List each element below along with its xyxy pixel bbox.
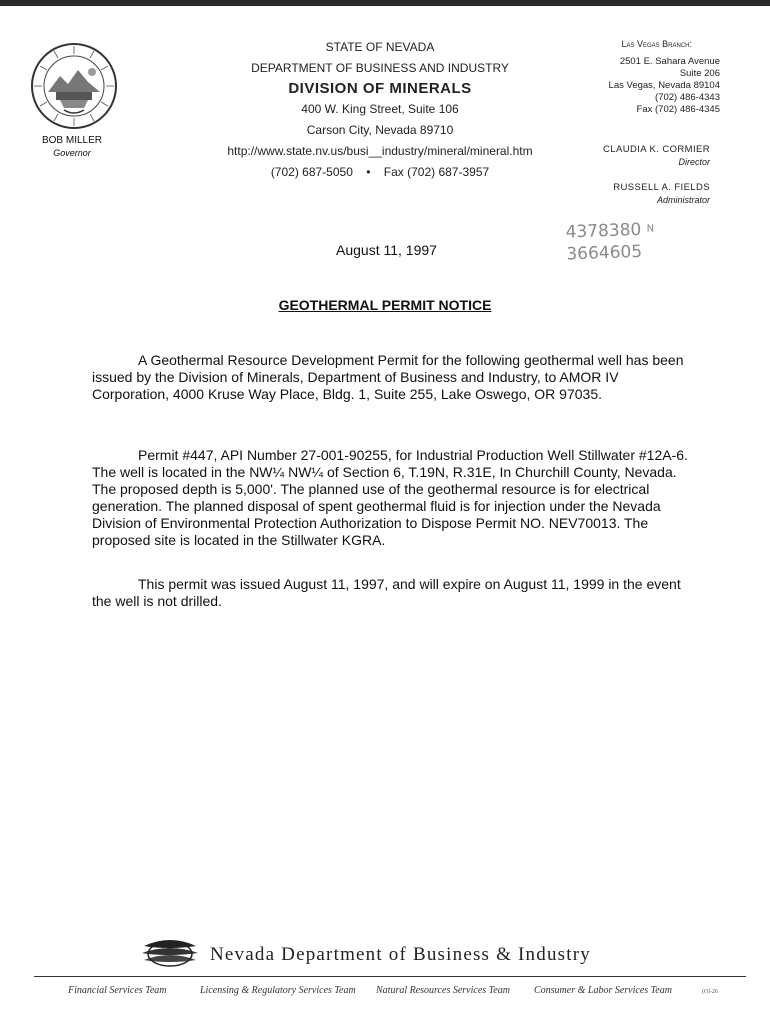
branch-phone: (702) 486-4343 xyxy=(655,92,720,103)
city-address: Carson City, Nevada 89710 xyxy=(306,123,454,137)
director-name: CLAUDIA K. CORMIER xyxy=(603,144,710,155)
team-financial: Financial Services Team xyxy=(68,985,167,996)
branch-city: Las Vegas, Nevada 89104 xyxy=(608,80,720,91)
las-vegas-branch xyxy=(590,38,720,116)
branch-street: 2501 E. Sahara Avenue xyxy=(619,56,720,67)
body-paragraph-2-text: Permit #447, API Number 27-001-90255, for Industrial Production Well Stillwater #12A-6. The well is located in the NW¼ NW¼ of Section 6, T.19N, R.31E, In Churchill County, Nevada. The proposed depth is 5,000'. The planned use of the geothermal resource is for electrical generation. The planned disposal of spent geothermal fluid is for injection under the Nevada Division of Environmental Protection Authorization to Dispose Permit NO. NEV70013. The proposed site is located in the Stillwater KGRA. xyxy=(92,447,688,548)
contact-line xyxy=(190,165,570,180)
team-natural-resources: Natural Resources Services Team xyxy=(376,985,510,996)
director-title: Director xyxy=(678,157,710,167)
body-paragraph-2 xyxy=(92,447,692,549)
officials-block xyxy=(590,144,710,206)
fax-number: Fax (702) 687-3957 xyxy=(383,165,490,179)
handwritten-northing-suffix: N xyxy=(646,223,655,235)
phone-number: (702) 687-5050 xyxy=(270,165,353,179)
body-paragraph-3-text: This permit was issued August 11, 1997, and will expire on August 11, 1999 in the event the well is not drilled. xyxy=(92,576,681,609)
division-name: DIVISION OF MINERALS xyxy=(288,80,472,97)
notice-heading xyxy=(0,297,770,315)
state-name: STATE OF NEVADA xyxy=(325,40,435,54)
handwritten-northing: 4378380 xyxy=(565,219,642,243)
form-number: (Ol-26 xyxy=(702,989,718,995)
branch-label: Las Vegas Branch: xyxy=(621,39,692,49)
department-name: DEPARTMENT OF BUSINESS AND INDUSTRY xyxy=(251,61,509,75)
letterhead xyxy=(190,40,570,180)
body-paragraph-1 xyxy=(92,352,692,403)
administrator-title: Administrator xyxy=(656,195,710,205)
footer-divider xyxy=(34,976,746,977)
nevada-state-seal xyxy=(30,42,118,130)
street-address: 400 W. King Street, Suite 106 xyxy=(301,102,459,116)
governor-name: BOB MILLER xyxy=(41,135,103,146)
governor-title: Governor xyxy=(53,148,91,158)
team-licensing: Licensing & Regulatory Services Team xyxy=(200,985,356,996)
handwritten-easting: 3664605 xyxy=(566,241,643,265)
branch-suite: Suite 206 xyxy=(679,68,720,79)
team-consumer-labor: Consumer & Labor Services Team xyxy=(534,985,672,996)
letter-date: August 11, 1997 xyxy=(336,242,437,258)
footer-department-name: Nevada Department of Business & Industry xyxy=(210,944,591,965)
governor-block xyxy=(28,134,116,160)
top-border xyxy=(0,0,770,6)
handwritten-coordinates xyxy=(565,218,655,265)
branch-fax: Fax (702) 486-4345 xyxy=(636,104,720,115)
department-logo-icon xyxy=(140,936,200,970)
bullet-separator: • xyxy=(366,165,371,179)
notice-heading-text: GEOTHERMAL PERMIT NOTICE xyxy=(278,297,492,313)
administrator-name: RUSSELL A. FIELDS xyxy=(613,182,710,193)
body-paragraph-1-text: A Geothermal Resource Development Permit for the following geothermal well has been issued by the Division of Minerals, Department of Business and Industry, to AMOR IV Corporation, 4000 Kruse Way Place, Bldg. 1, Suite 255, Lake Oswego, OR 97035. xyxy=(92,352,684,402)
body-paragraph-3 xyxy=(92,576,692,610)
website-url: http://www.state.nv.us/busi__industry/mineral/mineral.htm xyxy=(227,144,533,158)
